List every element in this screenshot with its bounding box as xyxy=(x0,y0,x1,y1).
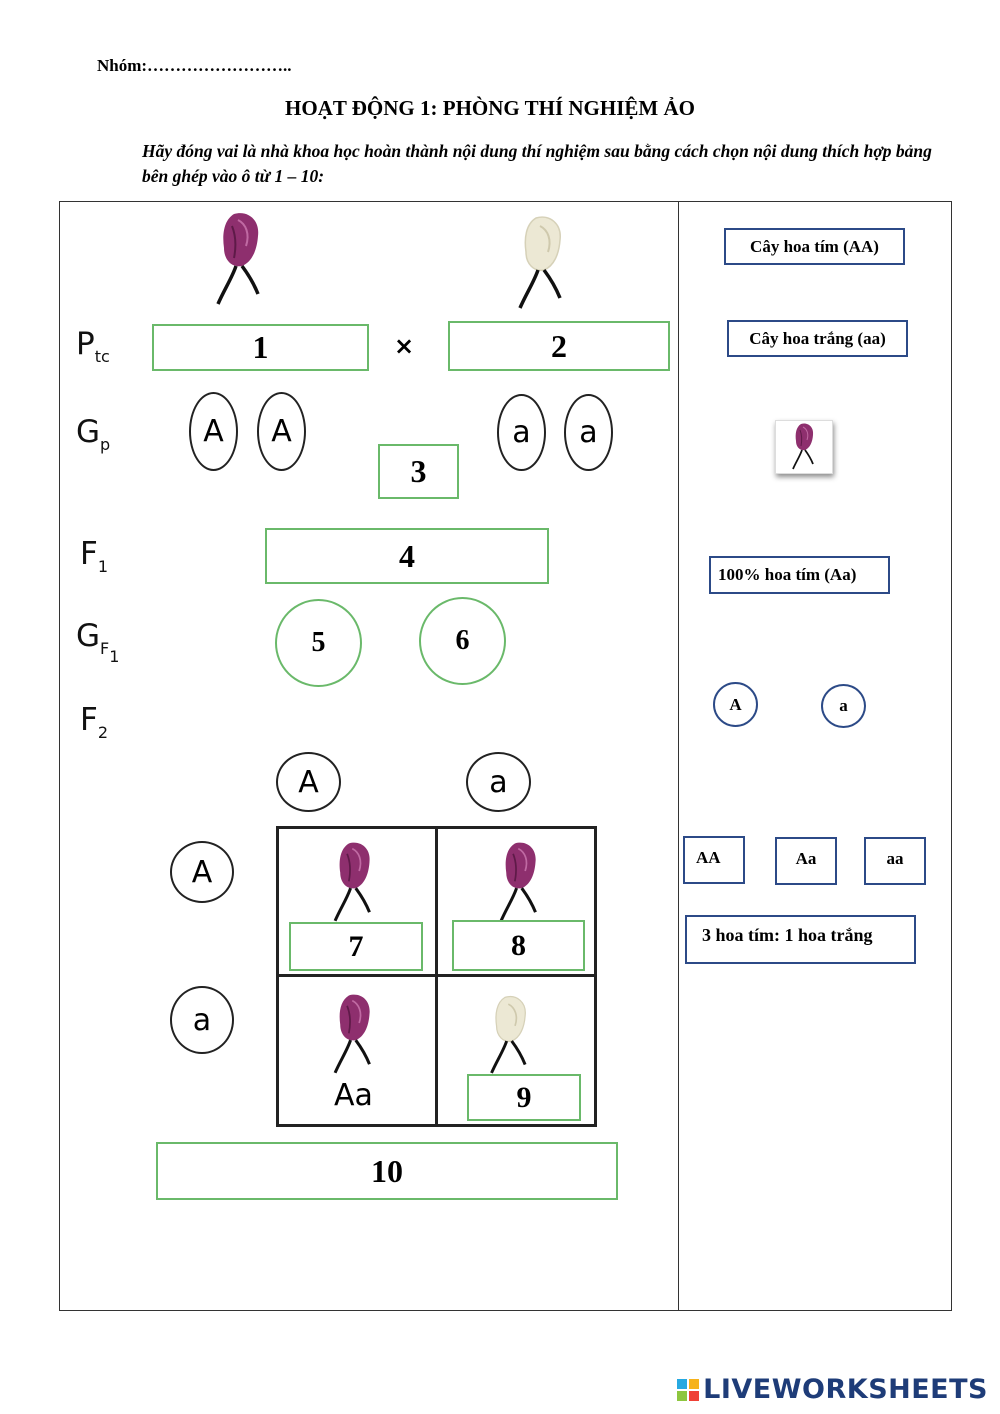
page-title: HOẠT ĐỘNG 1: PHÒNG THÍ NGHIỆM ẢO xyxy=(285,96,695,120)
cross-symbol: × xyxy=(394,332,415,360)
drop-slot-1[interactable]: 1 xyxy=(152,324,369,371)
answer-genotype-AA[interactable]: AA xyxy=(683,836,745,884)
drop-slot-7[interactable]: 7 xyxy=(289,922,423,971)
answer-gamete-a[interactable]: a xyxy=(821,684,866,728)
drop-slot-9[interactable]: 9 xyxy=(467,1074,581,1121)
punnett-cell-1-flower-icon xyxy=(326,840,382,926)
drop-slot-5[interactable]: 5 xyxy=(275,599,362,687)
punnett-horizontal-line xyxy=(276,974,597,977)
punnett-row-header-a: a xyxy=(170,986,234,1054)
punnett-given-genotype: Aa xyxy=(334,1078,373,1113)
punnett-cell-4-flower-icon xyxy=(482,994,538,1078)
punnett-cell-2-flower-icon xyxy=(492,840,548,926)
white-flower-icon xyxy=(514,214,570,314)
instruction-text: Hãy đóng vai là nhà khoa học hoàn thành nội dung thí nghiệm sau bằng cách chọn nội dung thích hợp bảng bên ghép vào ô từ 1 – 10: xyxy=(142,141,932,186)
drop-slot-10[interactable]: 10 xyxy=(156,1142,618,1200)
answer-purple-flower-icon xyxy=(776,421,832,473)
answer-purple-parent[interactable]: Cây hoa tím (AA) xyxy=(724,228,905,265)
answer-genotype-Aa[interactable]: Aa xyxy=(775,837,837,885)
gamete-p-right-1: a xyxy=(497,394,546,471)
row-label-gf1: $G_{F_1}$ xyxy=(76,618,120,666)
drop-slot-4[interactable]: 4 xyxy=(265,528,549,584)
answer-purple-flower-image[interactable] xyxy=(775,420,833,474)
liveworksheets-logo xyxy=(677,1374,988,1405)
drop-slot-2[interactable]: 2 xyxy=(448,321,670,371)
liveworksheets-logo-icon xyxy=(677,1379,699,1401)
answer-genotype-aa[interactable]: aa xyxy=(864,837,926,885)
gamete-p-left-1: A xyxy=(189,392,238,471)
gamete-p-right-2: a xyxy=(564,394,613,471)
row-label-f2: $F_2$ xyxy=(80,702,109,742)
punnett-row-header-A: A xyxy=(170,841,234,903)
drop-slot-8[interactable]: 8 xyxy=(452,920,585,971)
drop-slot-3[interactable]: 3 xyxy=(378,444,459,499)
row-label-f1: $F_1$ xyxy=(80,536,109,576)
drop-slot-6[interactable]: 6 xyxy=(419,597,506,685)
liveworksheets-logo-text: LIVEWORKSHEETS xyxy=(703,1374,988,1405)
row-label-gp: $G_p$ xyxy=(76,414,111,454)
answer-ratio[interactable]: 3 hoa tím: 1 hoa trắng xyxy=(685,915,916,964)
answer-gamete-A[interactable]: A xyxy=(713,682,758,727)
column-divider xyxy=(678,201,679,1311)
punnett-cell-3-flower-icon xyxy=(326,992,382,1078)
answer-f1-result[interactable]: 100% hoa tím (Aa) xyxy=(709,556,890,594)
purple-flower-icon xyxy=(212,210,268,310)
row-label-p: $P_{tc}$ xyxy=(76,326,110,366)
punnett-col-header-A: A xyxy=(276,752,341,812)
group-name-line: Nhóm:…………………….. xyxy=(97,56,292,75)
answer-white-parent[interactable]: Cây hoa trắng (aa) xyxy=(727,320,908,357)
punnett-col-header-a: a xyxy=(466,752,531,812)
gamete-p-left-2: A xyxy=(257,392,306,471)
